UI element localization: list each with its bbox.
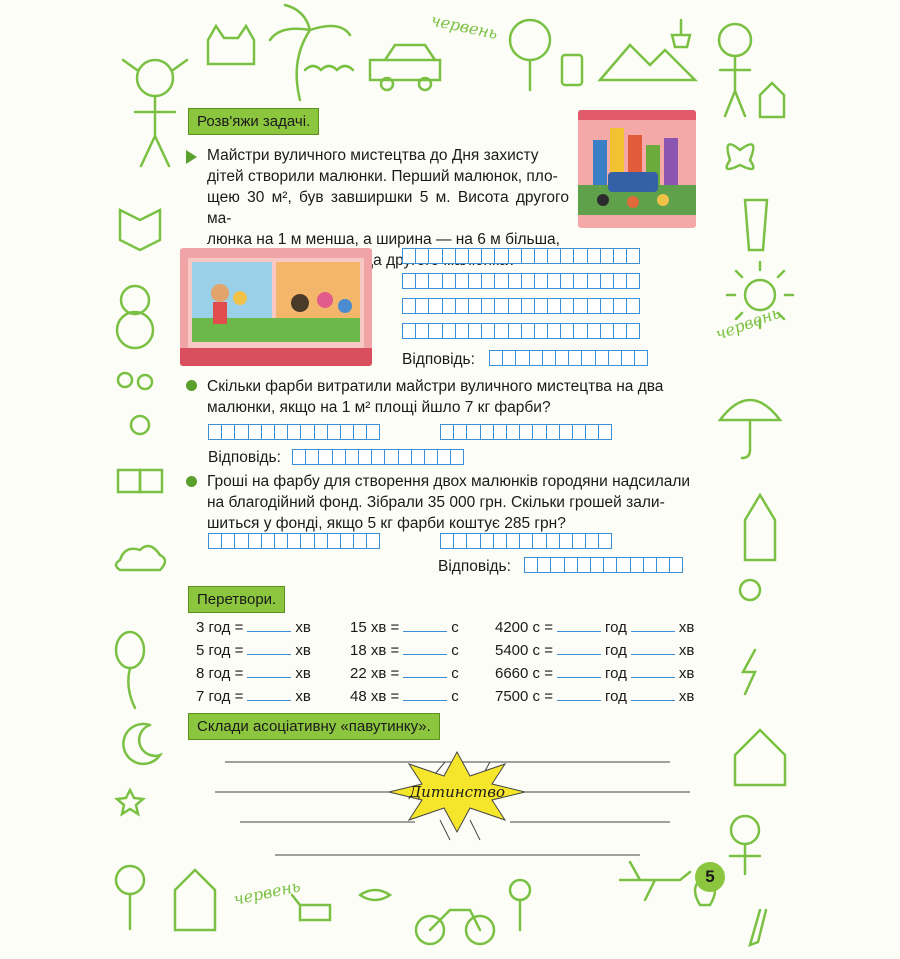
grid-cell[interactable] <box>437 449 451 465</box>
answer-blank[interactable] <box>247 618 291 632</box>
grid-cell[interactable] <box>221 533 235 549</box>
conversion-item: 8 год = хв <box>196 665 311 682</box>
problem-1-answer-label: Відповідь: <box>402 351 475 368</box>
grid-cell[interactable] <box>573 273 587 289</box>
grid-cell[interactable] <box>546 424 560 440</box>
answer-blank[interactable] <box>403 641 447 655</box>
problem-1-line: люнка на 1 м менша, а ширина — на 6 м більша, <box>207 231 560 248</box>
grid-cell[interactable] <box>318 449 332 465</box>
grid-cell[interactable] <box>508 298 522 314</box>
grid-cell[interactable] <box>481 248 495 264</box>
conversion-item: 7500 с = год хв <box>495 688 695 705</box>
conversion-item: 6660 с = год хв <box>495 665 695 682</box>
grid-cell[interactable] <box>643 557 657 573</box>
problem-2-bullet-icon <box>186 380 197 391</box>
grid-cell[interactable] <box>468 323 482 339</box>
border-word-top: червень <box>429 10 500 43</box>
grid-cell[interactable] <box>481 273 495 289</box>
grid-cell[interactable] <box>300 533 314 549</box>
grid-cell[interactable] <box>353 533 367 549</box>
grid-cell[interactable] <box>340 424 354 440</box>
cat-doodle-icon <box>208 26 254 64</box>
grid-cell[interactable] <box>442 323 456 339</box>
problem-1-line: дітей створили малюнки. Перший малюнок, пло- <box>207 168 558 185</box>
grid-cell[interactable] <box>626 248 640 264</box>
answer-grid-row[interactable] <box>208 424 379 440</box>
grid-cell[interactable] <box>568 350 582 366</box>
grid-cell[interactable] <box>371 449 385 465</box>
grid-cell[interactable] <box>587 248 601 264</box>
problem-3-bullet-icon <box>186 476 197 487</box>
grid-cell[interactable] <box>494 323 508 339</box>
grid-cell[interactable] <box>630 557 644 573</box>
grid-cell[interactable] <box>398 449 412 465</box>
problem-2-line: Скільки фарби витратили майстри вуличного мистецтва на два <box>207 378 664 395</box>
grid-cell[interactable] <box>261 424 275 440</box>
grid-cell[interactable] <box>480 533 494 549</box>
conversion-item: 5 год = хв <box>196 642 311 659</box>
grid-cell[interactable] <box>402 248 416 264</box>
dog-doodle-icon <box>292 895 330 920</box>
web-center-word: Дитинство <box>408 783 506 801</box>
grid-cell[interactable] <box>600 323 614 339</box>
grid-cell[interactable] <box>590 557 604 573</box>
grid-cell[interactable] <box>502 350 516 366</box>
answer-grid-row[interactable] <box>402 248 639 264</box>
grid-cell[interactable] <box>453 533 467 549</box>
grid-cell[interactable] <box>442 248 456 264</box>
conversion-item: 48 хв = с <box>350 688 459 705</box>
answer-grid-row[interactable] <box>440 424 611 440</box>
caterpillar-doodle-icon <box>305 66 353 70</box>
umbrella-doodle-icon <box>720 400 780 458</box>
section-header-web-text: Склади асоціативну «павутинку». <box>197 718 431 735</box>
grid-cell[interactable] <box>587 273 601 289</box>
butterfly-doodle-icon <box>727 144 754 169</box>
grid-cell[interactable] <box>559 424 573 440</box>
grid-cell[interactable] <box>248 533 262 549</box>
grid-cell[interactable] <box>564 557 578 573</box>
mountains-doodle-icon <box>600 45 695 80</box>
phone-doodle-icon <box>562 55 582 85</box>
grid-cell[interactable] <box>442 273 456 289</box>
grid-cell[interactable] <box>428 248 442 264</box>
section-header-solve-text: Розв'яжи задачі. <box>197 113 311 130</box>
problem-1-bullet-icon <box>186 150 197 164</box>
grid-cell[interactable] <box>274 424 288 440</box>
rain-cloud-doodle-icon <box>116 546 165 570</box>
grid-cell[interactable] <box>521 273 535 289</box>
grid-cell[interactable] <box>577 557 591 573</box>
answer-blank[interactable] <box>247 687 291 701</box>
conversion-item: 3 год = хв <box>196 619 311 636</box>
conversion-item: 5400 с = год хв <box>495 642 695 659</box>
grid-cell[interactable] <box>424 449 438 465</box>
grid-cell[interactable] <box>581 350 595 366</box>
grid-cell[interactable] <box>494 273 508 289</box>
grid-cell[interactable] <box>234 533 248 549</box>
border-word-right: червень <box>712 302 783 344</box>
answer-grid-row[interactable] <box>402 323 639 339</box>
grid-cell[interactable] <box>506 533 520 549</box>
grid-cell[interactable] <box>455 298 469 314</box>
grid-cell[interactable] <box>366 533 380 549</box>
grid-cell[interactable] <box>613 248 627 264</box>
grid-cell[interactable] <box>573 323 587 339</box>
grid-cell[interactable] <box>415 298 429 314</box>
problem-1-line: Майстри вуличного мистецтва до Дня захисту <box>207 147 539 164</box>
grid-cell[interactable] <box>547 248 561 264</box>
grid-cell[interactable] <box>440 533 454 549</box>
grid-cell[interactable] <box>546 533 560 549</box>
grid-cell[interactable] <box>455 323 469 339</box>
lollipop-doodle-icon <box>510 880 530 900</box>
grid-cell[interactable] <box>521 298 535 314</box>
flower-doodle-icon <box>672 20 690 47</box>
grid-cell[interactable] <box>402 298 416 314</box>
grid-cell[interactable] <box>248 424 262 440</box>
grid-cell[interactable] <box>587 323 601 339</box>
answer-blank[interactable] <box>631 618 675 632</box>
answer-blank[interactable] <box>403 687 447 701</box>
grid-cell[interactable] <box>603 557 617 573</box>
conversion-item: 18 хв = с <box>350 642 459 659</box>
grid-cell[interactable] <box>598 533 612 549</box>
grid-cell[interactable] <box>340 533 354 549</box>
problem-2-answer-grid[interactable] <box>292 449 463 465</box>
grid-cell[interactable] <box>287 424 301 440</box>
girl-bottom-left-doodle-icon <box>116 866 144 894</box>
grid-cell[interactable] <box>481 298 495 314</box>
grid-cell[interactable] <box>613 323 627 339</box>
grid-cell[interactable] <box>616 557 630 573</box>
grid-cell[interactable] <box>428 273 442 289</box>
boy-doodle-icon <box>719 24 751 56</box>
tree-doodle-icon <box>510 20 550 60</box>
grid-cell[interactable] <box>608 350 622 366</box>
grid-cell[interactable] <box>626 273 640 289</box>
conversion-item: 15 хв = с <box>350 619 459 636</box>
grid-cell[interactable] <box>508 248 522 264</box>
grid-cell[interactable] <box>537 557 551 573</box>
grid-cell[interactable] <box>508 323 522 339</box>
problem-3-line: на благодійний фонд. Зібрали 35 000 грн. Скільки грошей зали- <box>207 494 665 511</box>
grid-cell[interactable] <box>621 350 635 366</box>
grid-cell[interactable] <box>442 298 456 314</box>
grid-cell[interactable] <box>494 298 508 314</box>
teddy-doodle-icon <box>121 286 149 314</box>
grid-cell[interactable] <box>519 424 533 440</box>
grid-cell[interactable] <box>521 323 535 339</box>
problem-2-text <box>207 376 700 418</box>
grid-cell[interactable] <box>493 424 507 440</box>
answer-grid-row[interactable] <box>402 298 639 314</box>
grid-cell[interactable] <box>402 323 416 339</box>
palm-doodle-icon <box>270 5 350 100</box>
answer-blank[interactable] <box>557 664 601 678</box>
grid-cell[interactable] <box>542 350 556 366</box>
grid-cell[interactable] <box>506 424 520 440</box>
answer-blank[interactable] <box>631 664 675 678</box>
problem-3-line: Гроші на фарбу для створення двох малюнків городяни надсилали <box>207 473 691 490</box>
pencil-doodle-icon <box>750 910 766 945</box>
conversion-item: 22 хв = с <box>350 665 459 682</box>
girl-doodle-icon <box>137 60 173 96</box>
grid-cell[interactable] <box>521 248 535 264</box>
rocket-doodle-icon <box>745 495 775 560</box>
problem-2-answer-label: Відповідь: <box>208 449 281 466</box>
grid-cell[interactable] <box>208 533 222 549</box>
grid-cell[interactable] <box>626 323 640 339</box>
crab-doodle-icon <box>360 890 390 900</box>
conversion-item: 7 год = хв <box>196 688 311 705</box>
grid-cell[interactable] <box>468 273 482 289</box>
grid-cell[interactable] <box>300 424 314 440</box>
association-web <box>180 740 710 870</box>
problem-3-answer-label: Відповідь: <box>438 558 511 575</box>
grid-cell[interactable] <box>455 248 469 264</box>
star-doodle-icon <box>117 790 143 814</box>
conversion-item: 4200 с = год хв <box>495 619 695 636</box>
problem-1-answer-grid[interactable] <box>489 350 647 366</box>
grid-cell[interactable] <box>480 424 494 440</box>
girl-bottom-doodle-icon <box>731 816 759 844</box>
grid-cell[interactable] <box>598 424 612 440</box>
grid-cell[interactable] <box>532 533 546 549</box>
lightning-doodle-icon <box>743 650 755 694</box>
grid-cell[interactable] <box>547 323 561 339</box>
book-doodle-icon <box>120 210 160 250</box>
grid-cell[interactable] <box>613 298 627 314</box>
answer-grid-row[interactable] <box>208 533 379 549</box>
answer-blank[interactable] <box>631 687 675 701</box>
grid-cell[interactable] <box>402 273 416 289</box>
blocks-doodle-icon <box>118 470 140 492</box>
grid-cell[interactable] <box>595 350 609 366</box>
grid-cell[interactable] <box>261 533 275 549</box>
problem-3-line: шиться у фонді, якщо 5 кг фарби коштує 285 грн? <box>207 515 566 532</box>
answer-grid-row[interactable] <box>440 533 611 549</box>
grid-cell[interactable] <box>560 273 574 289</box>
grid-cell[interactable] <box>415 248 429 264</box>
section-header-convert-text: Перетвори. <box>197 591 277 608</box>
problem-1-line: щею 30 м², був завширшки 5 м. Висота другого ма- <box>207 189 569 227</box>
grid-cell[interactable] <box>453 424 467 440</box>
grid-cell[interactable] <box>327 424 341 440</box>
problem-2-line: малюнки, якщо на 1 м² площі йшло 7 кг фарби? <box>207 399 551 416</box>
grid-cell[interactable] <box>274 533 288 549</box>
grid-cell[interactable] <box>634 350 648 366</box>
answer-blank[interactable] <box>247 664 291 678</box>
grid-cell[interactable] <box>440 424 454 440</box>
grid-cell[interactable] <box>384 449 398 465</box>
grid-cell[interactable] <box>292 449 306 465</box>
grid-cell[interactable] <box>585 533 599 549</box>
grid-cell[interactable] <box>572 533 586 549</box>
grid-cell[interactable] <box>573 248 587 264</box>
grid-cell[interactable] <box>366 424 380 440</box>
grid-cell[interactable] <box>415 273 429 289</box>
cherries-doodle-icon <box>118 373 132 387</box>
problem-3-text <box>207 471 700 534</box>
grid-cell[interactable] <box>314 533 328 549</box>
grid-cell[interactable] <box>555 350 569 366</box>
answer-blank[interactable] <box>557 687 601 701</box>
house-bottom-doodle-icon <box>175 870 215 930</box>
answer-blank[interactable] <box>631 641 675 655</box>
answer-blank[interactable] <box>557 641 601 655</box>
grid-cell[interactable] <box>613 273 627 289</box>
answer-blank[interactable] <box>557 618 601 632</box>
grid-cell[interactable] <box>508 273 522 289</box>
grid-cell[interactable] <box>559 533 573 549</box>
grid-cell[interactable] <box>560 323 574 339</box>
grid-cell[interactable] <box>221 424 235 440</box>
grid-cell[interactable] <box>656 557 670 573</box>
house-lower-doodle-icon <box>735 730 785 785</box>
grid-cell[interactable] <box>529 350 543 366</box>
grid-cell[interactable] <box>466 424 480 440</box>
grid-cell[interactable] <box>481 323 495 339</box>
grid-cell[interactable] <box>626 298 640 314</box>
grid-cell[interactable] <box>550 557 564 573</box>
grid-cell[interactable] <box>466 533 480 549</box>
section-header-web <box>188 713 440 740</box>
grid-cell[interactable] <box>208 424 222 440</box>
grid-cell[interactable] <box>573 298 587 314</box>
answer-blank[interactable] <box>403 618 447 632</box>
grid-cell[interactable] <box>345 449 359 465</box>
grid-cell[interactable] <box>547 298 561 314</box>
grid-cell[interactable] <box>534 298 548 314</box>
grid-cell[interactable] <box>585 424 599 440</box>
car-doodle-icon <box>370 45 440 80</box>
grid-cell[interactable] <box>314 424 328 440</box>
grid-cell[interactable] <box>524 557 538 573</box>
grid-cell[interactable] <box>515 350 529 366</box>
grid-cell[interactable] <box>428 323 442 339</box>
grid-cell[interactable] <box>450 449 464 465</box>
grid-cell[interactable] <box>468 248 482 264</box>
grid-cell[interactable] <box>234 424 248 440</box>
grid-cell[interactable] <box>600 248 614 264</box>
grid-cell[interactable] <box>332 449 346 465</box>
answer-blank[interactable] <box>247 641 291 655</box>
answer-blank[interactable] <box>403 664 447 678</box>
grid-cell[interactable] <box>494 248 508 264</box>
border-word-bottom: червень <box>231 876 303 909</box>
grid-cell[interactable] <box>489 350 503 366</box>
grid-cell[interactable] <box>305 449 319 465</box>
grid-cell[interactable] <box>534 273 548 289</box>
grid-cell[interactable] <box>600 298 614 314</box>
street-art-illustration-top <box>578 110 696 228</box>
grid-cell[interactable] <box>669 557 683 573</box>
section-header-solve <box>188 108 319 135</box>
glass-doodle-icon <box>745 200 767 250</box>
grid-cell[interactable] <box>532 424 546 440</box>
grid-cell[interactable] <box>534 323 548 339</box>
grid-cell[interactable] <box>493 533 507 549</box>
page-number: 5 <box>695 862 725 892</box>
flower-left-doodle-icon <box>131 416 149 434</box>
flower-right-doodle-icon <box>740 580 760 600</box>
grid-cell[interactable] <box>560 248 574 264</box>
answer-grid-row[interactable] <box>402 273 639 289</box>
grid-cell[interactable] <box>534 248 548 264</box>
section-header-convert <box>188 586 285 613</box>
grid-cell[interactable] <box>519 533 533 549</box>
grid-cell[interactable] <box>358 449 372 465</box>
moon-doodle-icon <box>123 724 160 764</box>
grid-cell[interactable] <box>415 323 429 339</box>
grid-cell[interactable] <box>600 273 614 289</box>
problem-3-answer-grid[interactable] <box>524 557 682 573</box>
house-doodle-icon <box>760 83 784 117</box>
grid-cell[interactable] <box>572 424 586 440</box>
grid-cell[interactable] <box>468 298 482 314</box>
balloon-doodle-icon <box>116 632 144 668</box>
grid-cell[interactable] <box>353 424 367 440</box>
grid-cell[interactable] <box>287 533 301 549</box>
grid-cell[interactable] <box>587 298 601 314</box>
grid-cell[interactable] <box>428 298 442 314</box>
grid-cell[interactable] <box>411 449 425 465</box>
street-art-illustration-left <box>180 248 372 366</box>
grid-cell[interactable] <box>560 298 574 314</box>
grid-cell[interactable] <box>455 273 469 289</box>
grid-cell[interactable] <box>547 273 561 289</box>
grid-cell[interactable] <box>327 533 341 549</box>
